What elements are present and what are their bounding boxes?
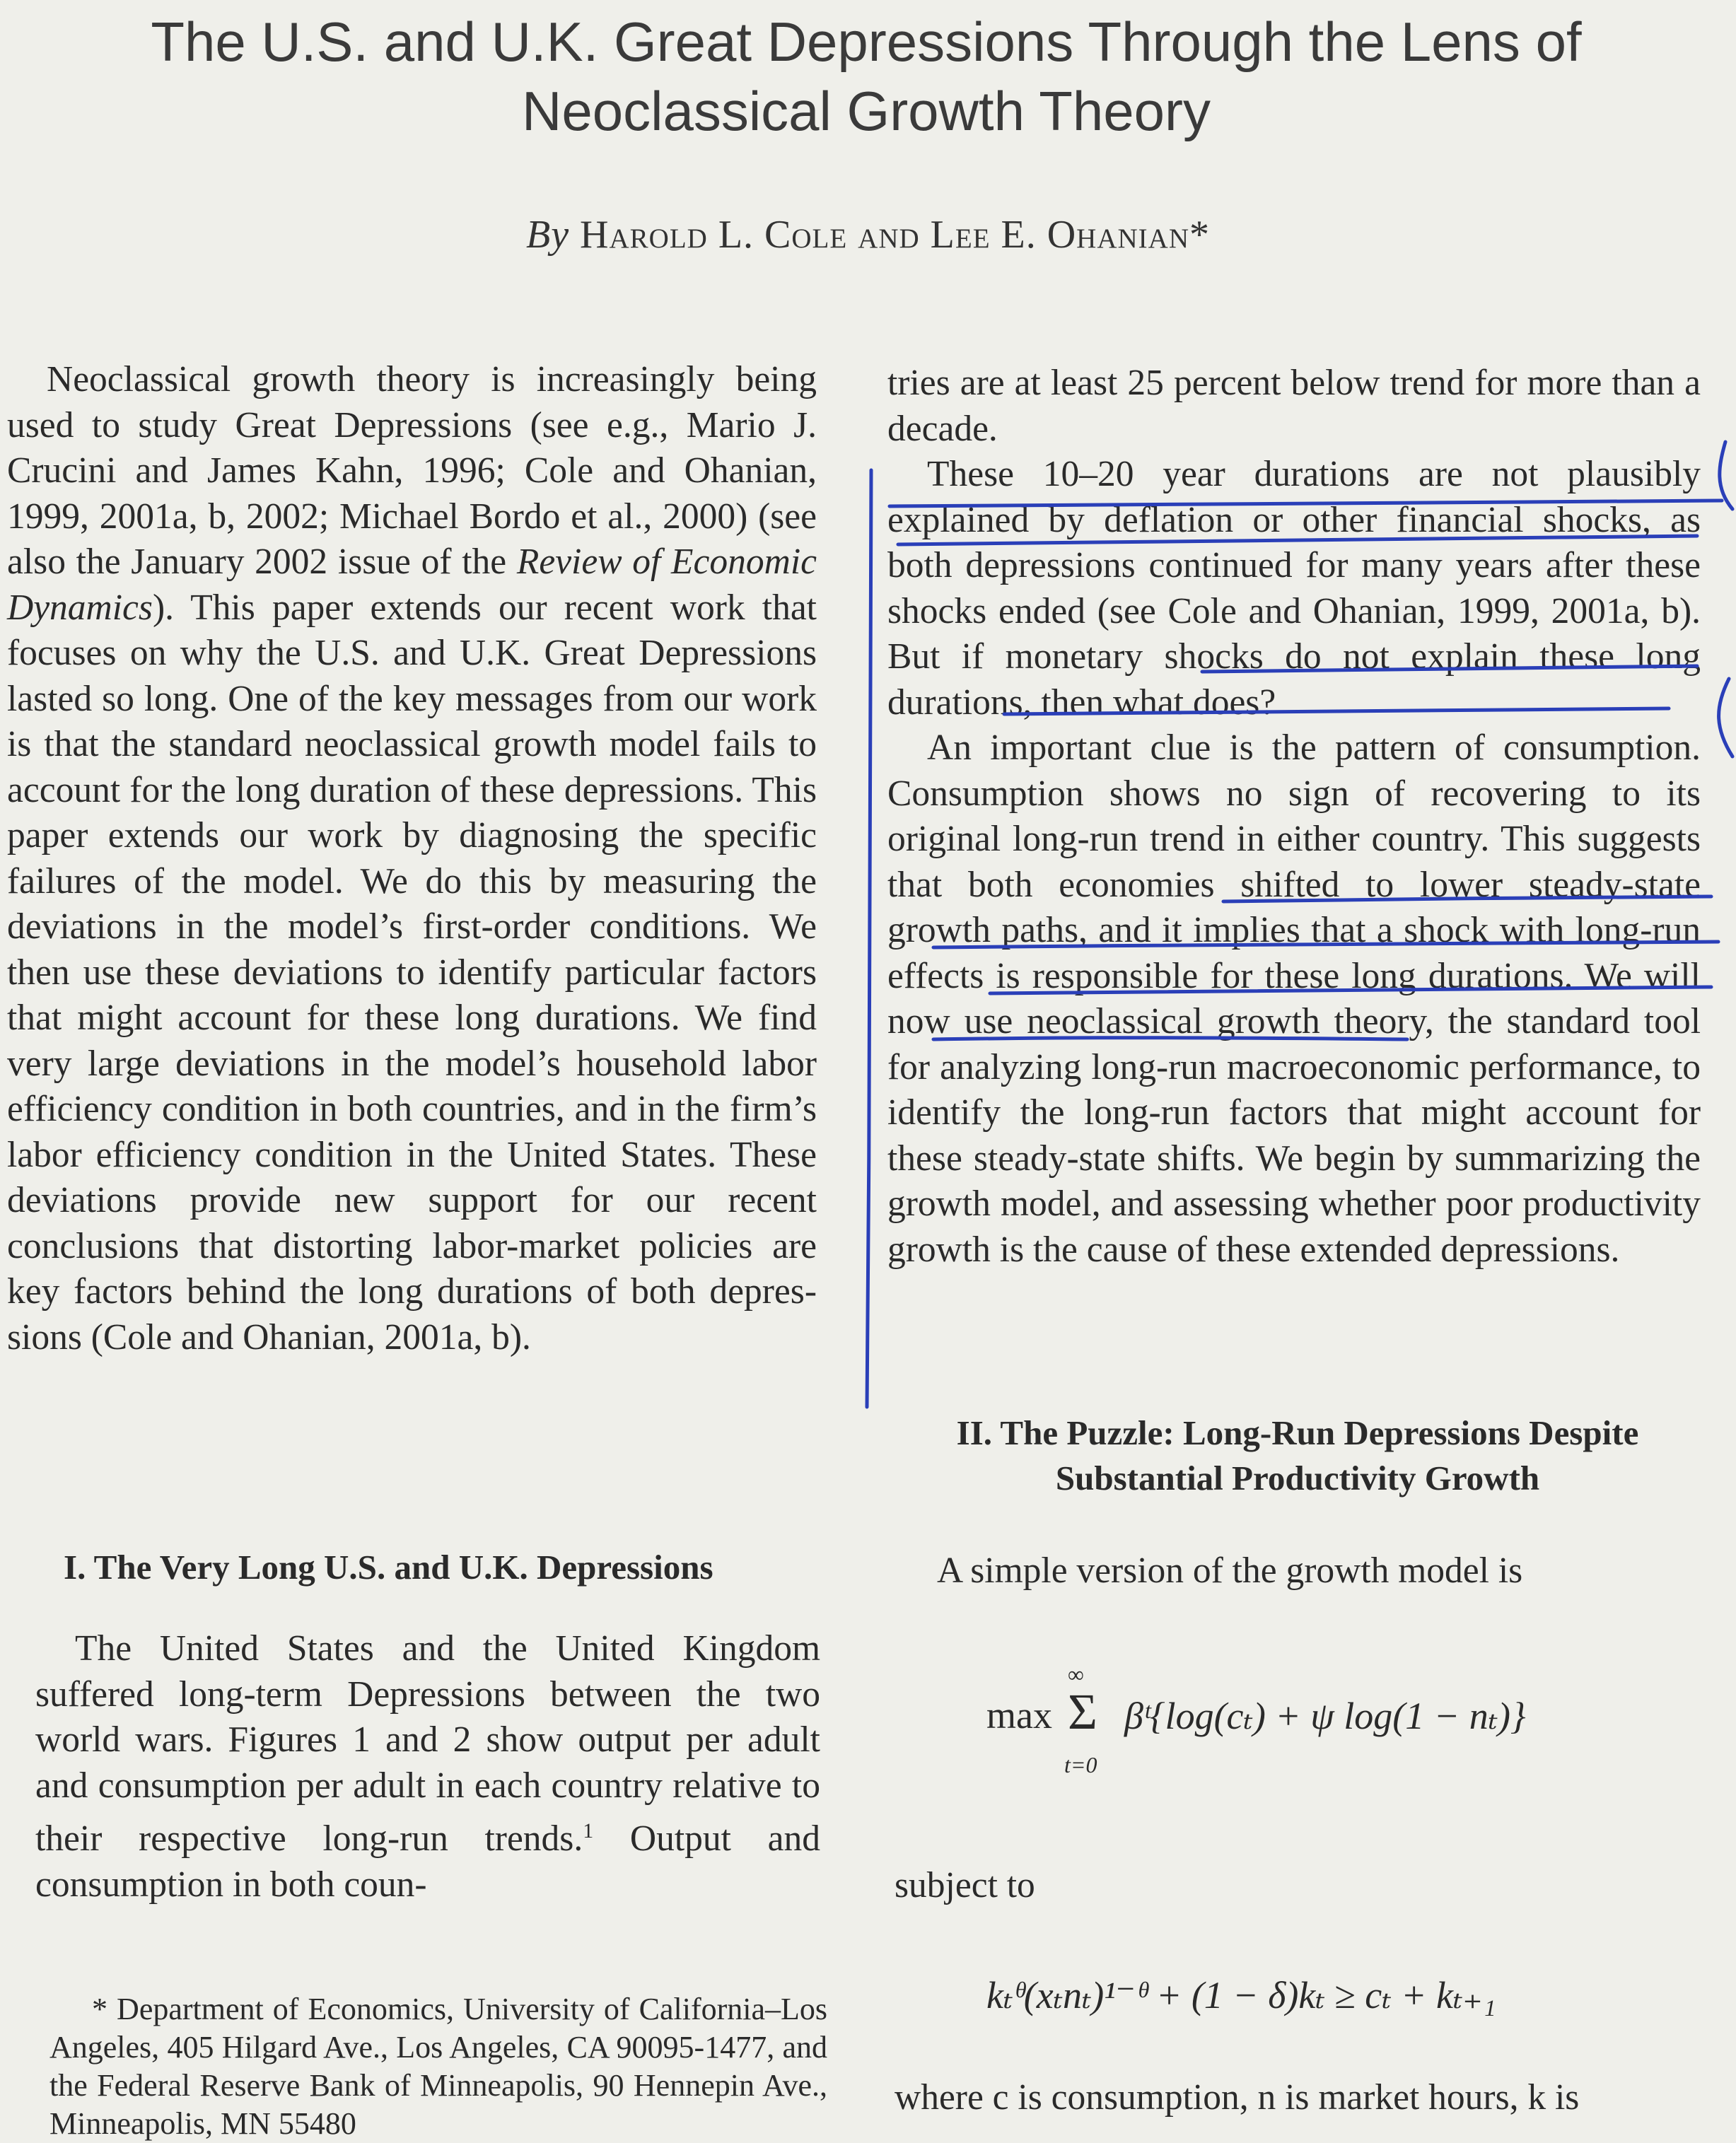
left-column [7, 357, 817, 1360]
footnote-mark: * [92, 1992, 107, 2026]
byline [0, 212, 1736, 257]
intro-text-b: ). This paper extends our recent work that focuses on why the U.S. and U.K. Great Depressions lasted so long. One of the key messages from our work is that the standard neoclassical growth model fails to account for the long duration of these depressions. This paper extends our work by diagnosing the specific failures of the model. We do this by measuring the deviations in the model’s first-order conditions. We then use these deviations to identify particular factors that might account for these long durations. We find very large deviations in the model’s household labor efficiency condition in both countries, and in the firm’s labor efficiency condition in the United States. These deviations provide new support for our recent conclusions that distorting labor-market policies are key factors behind the long durations of both depressions (Cole and Ohanian, 2001a, b). [7, 587, 817, 1357]
section-1-paragraph [35, 1626, 820, 1908]
right-paragraph-0: tries are at least 25 percent below trend for more than a decade. [887, 363, 1701, 449]
section-1-text-a: The United States and the United Kingdom suffered long-term Depressions between the two world wars. Figures 1 and 2 show output per adult and consumption per adult in each country relative to their respective long-run trends. [35, 1628, 820, 1859]
right-paragraph-1: These 10–20 year durations are not plausibly explained by deflation or other financial shocks, as both depressions continued for many years after these shocks ended (see Cole and Ohanian, 1999, 2001a, b). But if monetary shocks do not explain these long durations, then what does? [887, 454, 1701, 723]
footnote [49, 1990, 827, 2143]
intro-paragraph [7, 357, 817, 1360]
byline-by: By [525, 213, 570, 257]
right-bracket-1 [1720, 442, 1732, 509]
section-2-heading-line2: Substantial Productivity Growth [1055, 1459, 1540, 1497]
eq-objective-body: βᵗ{log(cₜ) + ψ log(1 − nₜ)} [1124, 1695, 1526, 1737]
journal-name: Review of Economic Dynamics [7, 542, 817, 628]
intro-text-a: Neoclassical growth theory is increasingly being used to study Great Depressions (see e.g., Mario J. Crucini and James Kahn, 1996; Cole and Ohanian, 1999, 2001a, b, 2002; Michael Bordo et al., 2000) (see also the January 2002 issue of the [7, 359, 817, 582]
footnote-ref: 1 [583, 1819, 594, 1843]
section-2-heading [891, 1411, 1704, 1501]
byline-mark: * [1189, 213, 1210, 257]
section-1-text-b: Output and consumption in both coun- [35, 1818, 820, 1905]
right-bracket-2 [1719, 679, 1732, 757]
eq-max: max [986, 1694, 1052, 1736]
byline-authors: Harold L. Cole and Lee E. Ohanian [580, 213, 1189, 257]
section-1-body [35, 1626, 820, 1908]
equation-constraint: kₜᶿ(xₜnₜ)¹⁻ᶿ + (1 − δ)kₜ ≥ cₜ + kₜ₊₁ [986, 1974, 1496, 2016]
section-2-heading-line1: II. The Puzzle: Long-Run Depressions Despite [956, 1413, 1639, 1452]
model-intro: A simple version of the growth model is [937, 1551, 1523, 1591]
subject-to: subject to [895, 1865, 1035, 1905]
where-line: where c is consumption, n is market hours, k is [895, 2077, 1580, 2118]
section-1-heading: I. The Very Long U.S. and U.K. Depressions [64, 1548, 713, 1587]
eq-sum-upper: ∞ [1068, 1662, 1084, 1687]
paper-title: The U.S. and U.K. Great Depressions Through the Lens of Neoclassical Growth Theory [151, 11, 1582, 142]
margin-bracket-line [867, 470, 871, 1407]
eq-sum-lower: t=0 [1064, 1752, 1097, 1777]
right-column [887, 361, 1701, 1273]
eq-sum: Σ [1068, 1683, 1097, 1740]
footnote-text: Department of Economics, University of California–Los Angeles, 405 Hilgard Ave., Los Angeles, CA 90095-1477, and the Federal Reserve Bank of Minneapolis, 90 Hennepin Ave., Minneapolis, MN 55480 [49, 1992, 827, 2141]
right-paragraph-2: An important clue is the pattern of consumption. Consumption shows no sign of recovering to its original long-run trend in either country. This suggests that both economies shifted to lower steady-state growth paths, and it implies that a shock with long-run effects is responsible for these long durations. We will now use neoclassical growth theory, the standard tool for analyzing long-run macroeconomic performance, to identify the long-run factors that might account for these steady-state shifts. We begin by summarizing the growth model, and assessing whether poor productivity growth is the cause of these extended depressions. [887, 728, 1701, 1270]
